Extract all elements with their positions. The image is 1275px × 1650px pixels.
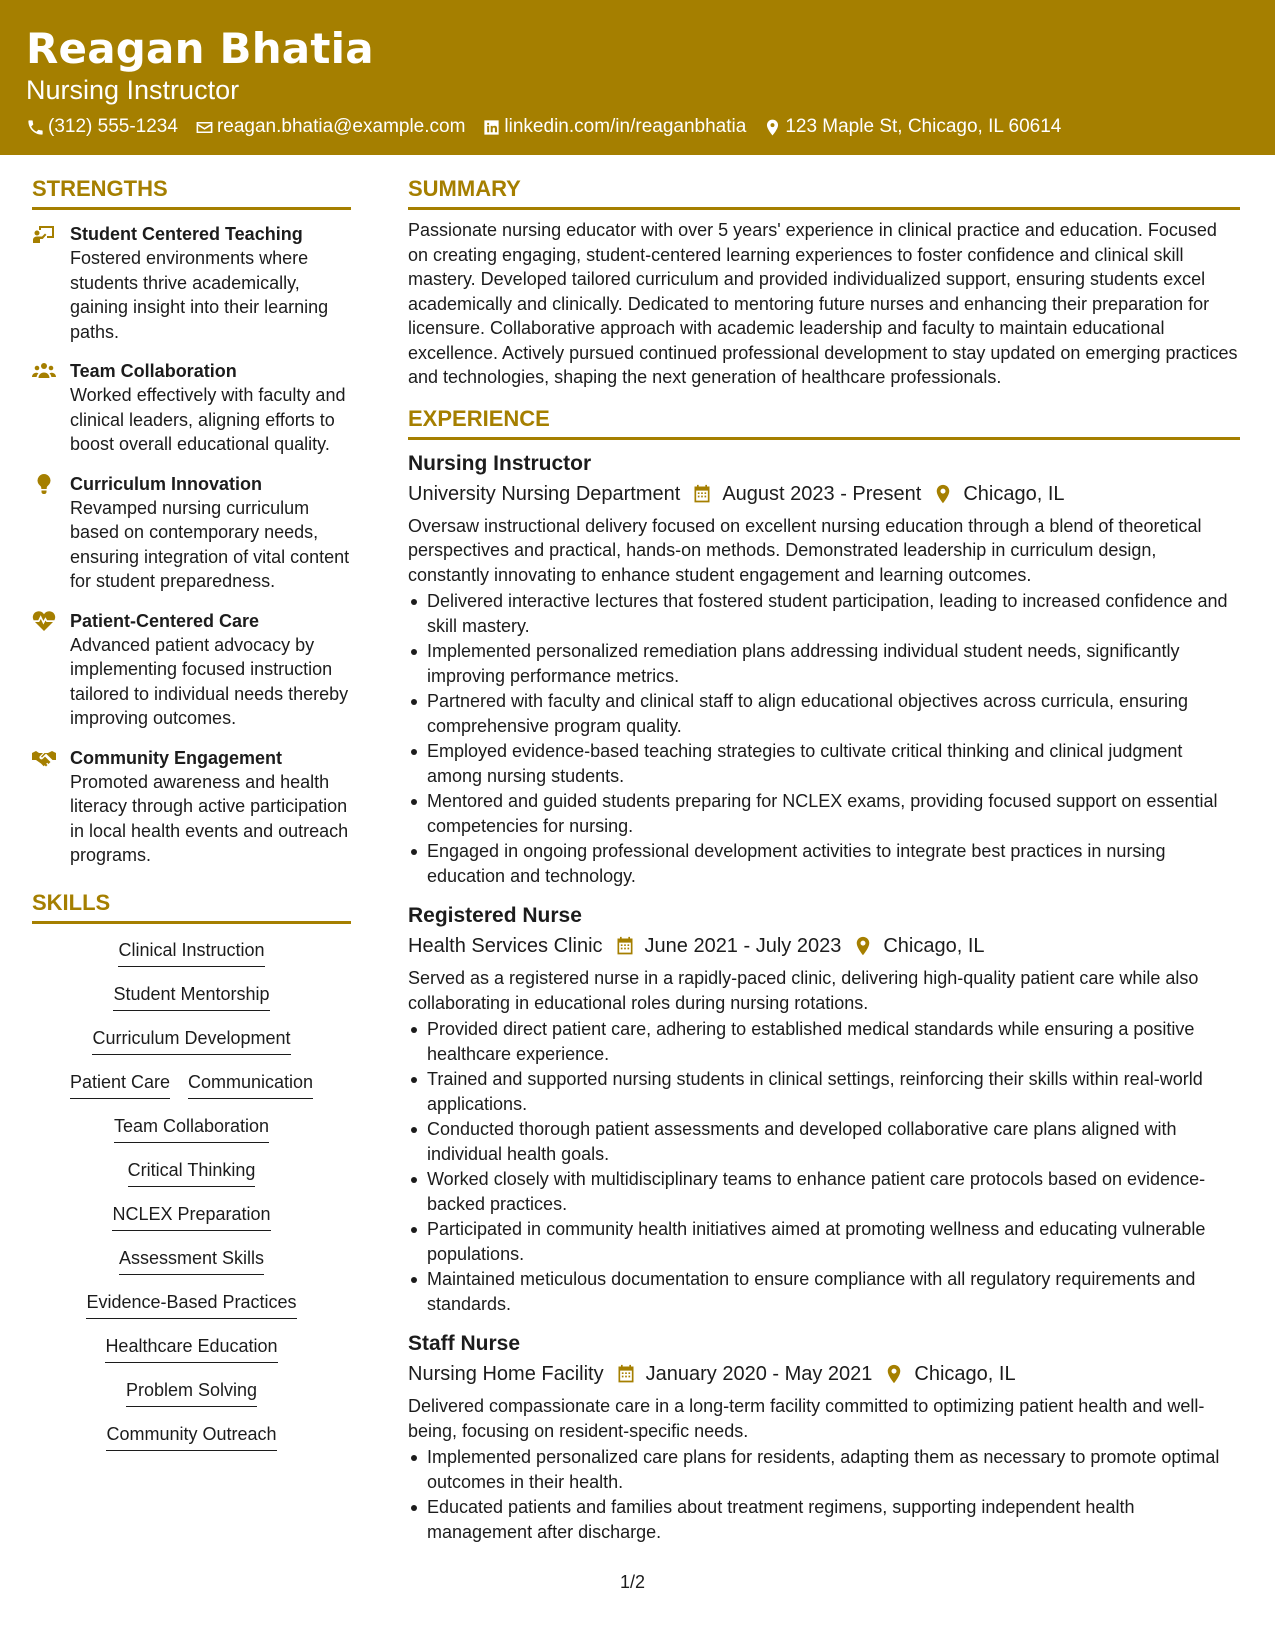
job-dates: June 2021 - July 2023 [644,935,842,957]
handshake-icon [32,748,56,768]
strength-title: Curriculum Innovation [70,473,263,494]
phone-text: (312) 555-1234 [48,116,178,137]
job-bullet: Educated patients and families about treatment regimens, supporting independent health management after discharge. [408,1495,1240,1544]
calendar-icon [615,936,635,956]
skills-heading: SKILLS [32,890,351,924]
job-meta [408,1360,1240,1388]
job-meta [408,932,1240,960]
map-pin-icon [763,118,782,137]
left-column [32,176,351,1466]
heart-pulse-icon [32,611,56,631]
resume-header [0,0,1275,155]
job-bullet: Engaged in ongoing professional development activities to integrate best practices in nursing education and technology. [408,839,1240,888]
skill-tag: Communication [188,1070,313,1099]
job-bullet: Delivered interactive lectures that fostered student participation, leading to increased confidence and skill mastery. [408,589,1240,638]
skill-tag: Healthcare Education [105,1334,277,1363]
job-entry [408,902,1240,1316]
job-bullet: Participated in community health initiatives aimed at promoting wellness and educating vulnerable populations. [408,1217,1240,1266]
job-company: University Nursing Department [408,482,681,505]
skill-tag: Student Mentorship [113,982,269,1011]
strength-title: Student Centered Teaching [70,224,303,244]
contact-linkedin[interactable] [482,116,746,138]
job-bullet: Maintained meticulous documentation to ensure compliance with all regulatory requirements and standards. [408,1267,1240,1316]
strength-desc: Advanced patient advocacy by implementing focused instruction tailored to individual needs thereby improving outcomes. [70,634,349,728]
calendar-icon [616,1364,636,1384]
job-description: Served as a registered nurse in a rapidly-paced clinic, delivering high-quality patient care while also collaborating in educational roles during nursing rotations. [408,968,1199,1013]
email-text[interactable]: reagan.bhatia@example.com [216,116,466,137]
right-column [408,176,1240,1558]
contact-email[interactable] [195,116,465,138]
strength-desc: Promoted awareness and health literacy through active participation in local health events and outreach programs. [70,771,349,865]
strengths-heading: STRENGTHS [32,176,351,210]
strength-item [32,609,351,731]
contact-phone [26,116,178,138]
job-bullet: Implemented personalized care plans for residents, adapting them as necessary to promote optimal outcomes in their health. [408,1445,1240,1494]
strength-title: Community Engagement [70,747,283,768]
teacher-icon [32,224,56,244]
job-title: Nursing Instructor [408,451,592,475]
phone-icon [26,118,45,137]
skill-tag: Clinical Instruction [118,938,264,967]
summary-heading: SUMMARY [408,176,1240,210]
skill-tag: Assessment Skills [119,1246,264,1275]
map-pin-icon [853,936,873,956]
job-entry [408,1330,1240,1544]
strength-title: Patient-Centered Care [70,610,260,631]
job-bullet: Employed evidence-based teaching strategies to cultivate critical thinking and clinical judgment among nursing students. [408,739,1240,788]
job-location: Chicago, IL [883,935,985,957]
strength-desc: Revamped nursing curriculum based on contemporary needs, ensuring integration of vital content for student preparedness. [70,497,350,591]
skills-list [32,938,351,1466]
job-title: Registered Nurse [408,904,582,927]
job-location: Chicago, IL [963,482,1065,505]
job-location: Chicago, IL [914,1363,1016,1385]
map-pin-icon [884,1364,904,1384]
skill-tag: Evidence-Based Practices [86,1290,296,1319]
envelope-icon [195,118,214,137]
job-bullets [408,1445,1240,1544]
linkedin-text[interactable]: linkedin.com/in/reaganbhatia [504,116,747,137]
experience-heading: EXPERIENCE [408,406,1240,440]
job-bullets [408,1017,1240,1316]
contact-bar [26,116,1078,138]
skill-tag: Problem Solving [126,1378,257,1407]
job-bullet: Partnered with faculty and clinical staff to align educational objectives across curricula, ensuring comprehensive program quality. [408,689,1240,738]
strengths-list [32,222,351,868]
job-bullets [408,589,1240,888]
contact-address [763,116,1061,138]
summary-text: Passionate nursing educator with over 5 years' experience in clinical practice and education. Focused on creating engaging, student-centered learning experiences to foster confidence and clinical skill mastery. Developed tailored curriculum and provided individualized support, ensuring students excel academically and clinically. Dedicated to mentoring future nurses and enhancing their preparation for licensure. Collaborative approach with academic leadership and faculty to maintain educational excellence. Actively pursued continued professional development to stay updated on emerging practices and technologies, shaping the next generation of healthcare professionals. [408,220,1238,387]
skill-tag: Patient Care [70,1070,170,1099]
strength-desc: Worked effectively with faculty and clinical leaders, aligning efforts to boost overall educational quality. [70,385,346,454]
skill-tag: Critical Thinking [128,1158,256,1187]
strength-item [32,472,351,594]
strength-title: Team Collaboration [70,361,237,381]
job-description: Delivered compassionate care in a long-term facility committed to optimizing patient health and well-being, focusing on resident-specific needs. [408,1396,1205,1441]
job-company: Nursing Home Facility [408,1363,604,1385]
strength-item [32,746,351,868]
skill-tag: NCLEX Preparation [112,1202,270,1231]
job-bullet: Mentored and guided students preparing for NCLEX exams, providing focused support on essential competencies for nursing. [408,789,1240,838]
candidate-name: Reagan Bhatia [26,24,374,73]
strength-item [32,222,351,344]
job-bullet: Conducted thorough patient assessments and developed collaborative care plans aligned with individual health goals. [408,1117,1240,1166]
job-meta [408,480,1240,508]
skill-tag: Curriculum Development [92,1026,290,1055]
job-company: Health Services Clinic [408,935,603,957]
job-bullet: Worked closely with multidisciplinary teams to enhance patient care protocols based on evidence-backed practices. [408,1167,1240,1216]
users-icon [32,361,56,381]
calendar-icon [692,484,712,504]
job-dates: January 2020 - May 2021 [645,1363,873,1385]
job-entry [408,450,1240,889]
map-pin-icon [933,484,953,504]
skill-tag: Team Collaboration [114,1114,269,1143]
strength-item [32,359,351,457]
job-title: Staff Nurse [408,1332,521,1355]
address-text: 123 Maple St, Chicago, IL 60614 [785,116,1062,137]
job-bullet: Implemented personalized remediation plans addressing individual student needs, significantly improving performance metrics. [408,639,1240,688]
job-dates: August 2023 - Present [722,482,922,505]
lightbulb-icon [32,474,56,494]
linkedin-icon [482,118,501,137]
job-bullet: Provided direct patient care, adhering to established medical standards while ensuring a positive healthcare experience. [408,1017,1240,1066]
candidate-title: Nursing Instructor [26,75,240,105]
job-bullet: Trained and supported nursing students in clinical settings, reinforcing their skills within real-world applications. [408,1067,1240,1116]
skill-tag: Community Outreach [106,1422,276,1451]
strength-desc: Fostered environments where students thrive academically, gaining insight into their learning paths. [70,248,329,342]
job-description: Oversaw instructional delivery focused on excellent nursing education through a blend of theoretical perspectives and practical, hands-on methods. Demonstrated leadership in curriculum design, constantly innovating to enhance student engagement and learning outcomes. [408,515,1202,585]
page-number: 1/2 [620,1572,646,1592]
